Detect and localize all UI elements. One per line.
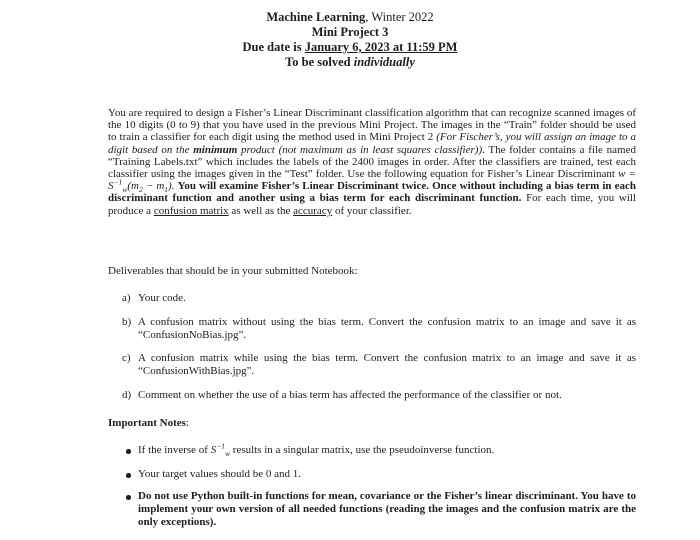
due-line: [0, 40, 700, 55]
solve-line: [0, 55, 700, 70]
bullet-dot-icon: [126, 495, 131, 500]
note-1-b: results in a singular matrix, use the pseudoinverse function.: [230, 444, 495, 456]
due-date: January 6, 2023 at 11:59 PM: [304, 40, 458, 54]
deliverables-title: Deliverables that should be in your submitted Notebook:: [108, 265, 358, 277]
solve-prefix: To be solved: [285, 55, 354, 69]
note-item: [122, 490, 636, 528]
deliverable-item: [122, 389, 636, 402]
intro-italic-a: (For Fischer’s, you will assign an image to a digit based on the: [108, 131, 636, 156]
intro-text-1: You are required to design a Fisher’s Linear Discriminant classification algorithm that can recognize scanned images of the 10 digits (0 to 9) that you have used in the previous Mini Project. The images in the “Train” folder should be used to train a classifier for each digit using the method used in Mini Project 2: [108, 107, 636, 144]
eq-minus: − m: [142, 180, 165, 193]
deliverable-marker: c): [122, 352, 131, 364]
note-text: Do not use Python built-in functions for mean, covariance or the Fisher’s linear discriminant. You have to implement your own version of all needed functions (reading the images and the confusion matrix are the only exceptions).: [138, 490, 636, 528]
deliverable-marker: b): [122, 316, 132, 328]
deliverable-text: Your code.: [138, 292, 186, 304]
note-item: [122, 468, 636, 481]
intro-last-c: of your classifier.: [332, 204, 412, 217]
eq-m2: 2: [138, 185, 143, 195]
notes-colon: :: [185, 417, 189, 429]
deliverable-text: A confusion matrix without using the bias term. Convert the confusion matrix to an image and save it as “ConfusionNoBias.jpg”.: [138, 316, 636, 341]
eq-sup: −1: [113, 177, 123, 187]
deliverable-marker: a): [122, 292, 131, 304]
deliverable-text: Comment on whether the use of a bias term has affected the performance of the classifier or not.: [138, 389, 562, 401]
intro-minimum: minimum: [193, 143, 238, 156]
course-term: , Winter 2022: [365, 10, 434, 24]
deliverable-item: [122, 292, 636, 305]
intro-paragraph: [108, 107, 636, 217]
bullet-dot-icon: [126, 449, 131, 454]
accuracy-term: accuracy: [293, 204, 333, 217]
intro-italic-b: product (not maximum as in least squares classifier)): [237, 143, 483, 156]
eq-tail: (m: [127, 180, 139, 193]
note-1-sub: w: [225, 449, 231, 459]
note-item: [122, 441, 636, 459]
eq-w: w = S: [108, 168, 636, 193]
bullet-dot-icon: [126, 473, 131, 478]
eq-end: ).: [168, 180, 175, 193]
course-line: [0, 10, 700, 25]
project-title: Mini Project 3: [311, 25, 389, 39]
note-1-sup: −1: [216, 441, 226, 451]
note-1-a: If the inverse of: [138, 444, 211, 456]
course-title: Machine Learning: [266, 10, 366, 24]
deliverable-text: A confusion matrix while using the bias term. Convert the confusion matrix to an image and save it as “ConfusionWithBias.jpg”.: [138, 352, 636, 377]
deliverable-item: [122, 316, 636, 342]
intro-text-2: . The folder contains a file named “Training Labels.txt” which includes the labels of the 2400 images in order. After the classifiers are trained, test each classifier using the images given in the “Test” folder. Use the following equation for Fisher’s Linear Discriminant: [108, 143, 636, 181]
note-text: [138, 441, 636, 459]
intro-bold-sentence: You will examine Fisher’s Linear Discriminant twice. Once without including a bias term in each discriminant function and another using a bias term for each discriminant function.: [108, 180, 637, 205]
note-text: Your target values should be 0 and 1.: [138, 468, 302, 480]
notes-title: Important Notes: [108, 417, 186, 429]
intro-last-b: as well as the: [228, 204, 294, 217]
notes-title-line: [108, 417, 189, 429]
deliverable-item: [122, 352, 636, 378]
intro-last-a: For each time, you will produce a: [108, 192, 636, 217]
confusion-matrix-term: confusion matrix: [153, 204, 229, 217]
due-prefix: Due date is: [242, 40, 305, 54]
solve-mode: individually: [353, 55, 415, 69]
deliverable-marker: d): [122, 389, 132, 401]
eq-sub: w: [122, 185, 128, 195]
eq-m1: 1: [164, 185, 169, 195]
note-1-symbol: S: [210, 444, 217, 456]
